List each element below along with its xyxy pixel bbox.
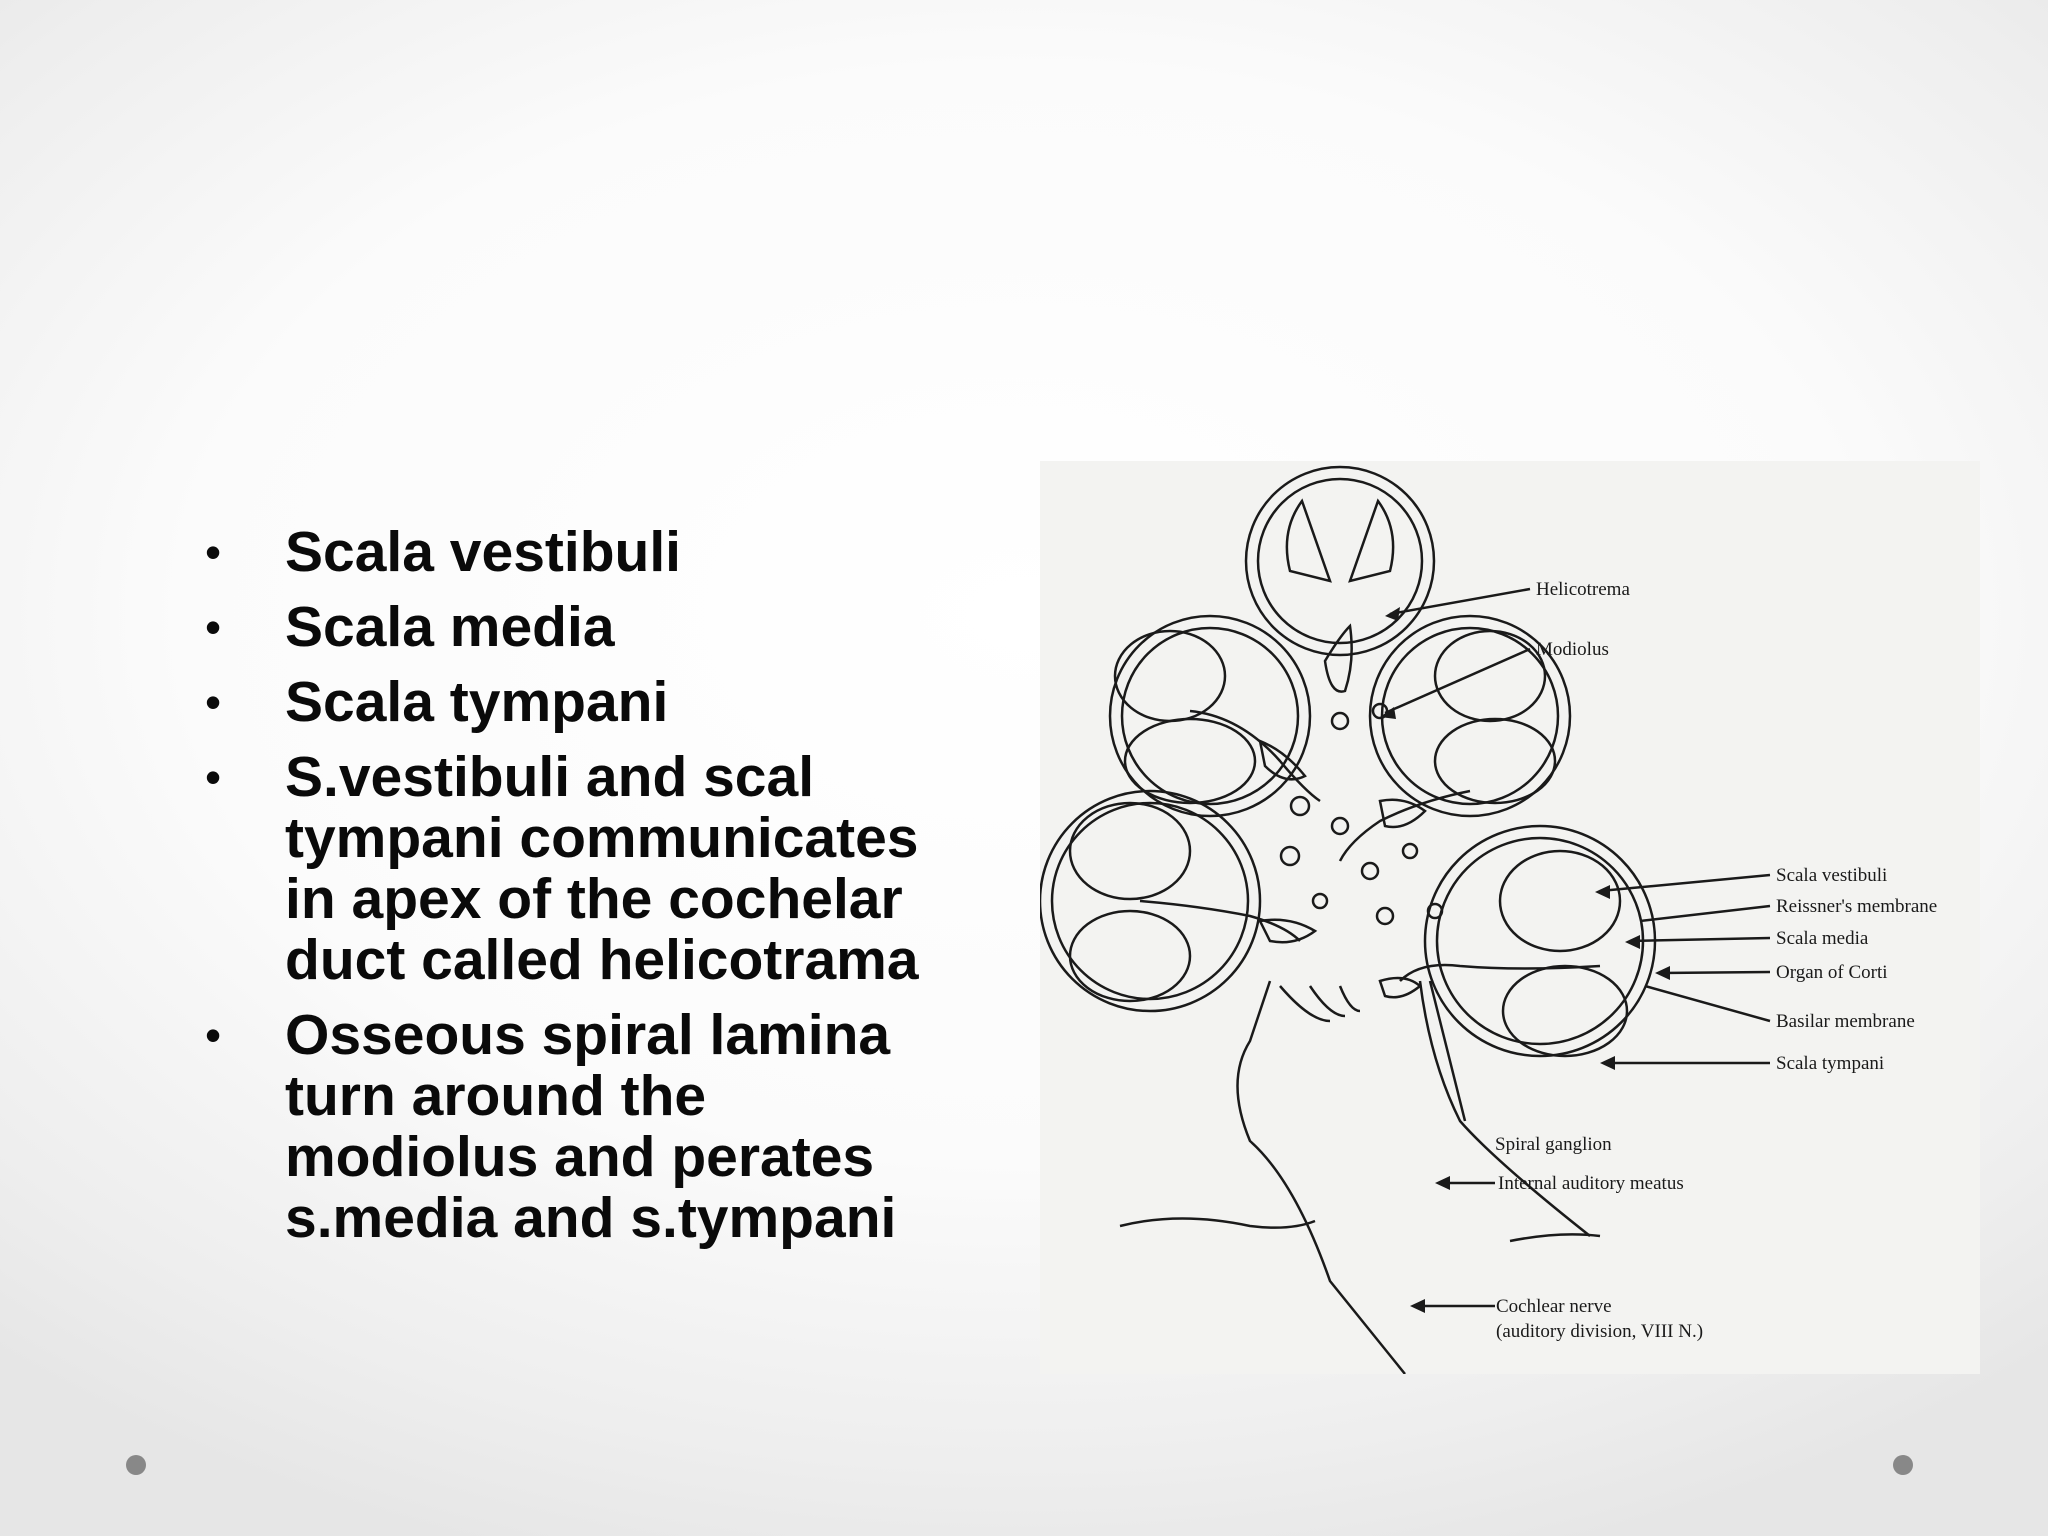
bullet-symbol: • xyxy=(205,751,222,803)
bullet-line: Scala media xyxy=(285,595,615,659)
bullet-line: S.vestibuli and scal xyxy=(285,745,815,809)
bullet-item xyxy=(205,672,1005,733)
bullet-line: duct called helicotrama xyxy=(285,928,919,992)
bullet-item xyxy=(205,747,1005,991)
nerve-bundle xyxy=(1332,713,1348,729)
basal-turn-right-outline xyxy=(1425,826,1655,1056)
arrow-icon xyxy=(1595,885,1610,899)
modiolus-left-wall xyxy=(1238,981,1406,1374)
leader-line xyxy=(1645,986,1770,1021)
apical-chamber-left xyxy=(1287,501,1330,581)
cochlea-diagram xyxy=(1040,461,1980,1374)
bullet-symbol: • xyxy=(205,1009,222,1061)
scala-chamber xyxy=(1435,719,1555,803)
bullet-item xyxy=(205,1005,1005,1249)
corner-dot-left xyxy=(126,1455,146,1475)
nerve-bundle xyxy=(1377,908,1393,924)
leader-line xyxy=(1630,938,1770,941)
nerve-bundle xyxy=(1332,818,1348,834)
nerve-bundle xyxy=(1291,797,1309,815)
leader-line xyxy=(1430,981,1465,1121)
label-cochlear-nerve: Cochlear nerve xyxy=(1496,1296,1612,1317)
scala-chamber xyxy=(1070,911,1190,1001)
scala-chamber xyxy=(1503,966,1627,1056)
corner-dot-right xyxy=(1893,1455,1913,1475)
bullet-line: Scala vestibuli xyxy=(285,520,682,584)
basal-turn-right-inner xyxy=(1437,838,1643,1044)
arrow-icon xyxy=(1655,966,1670,980)
scala-chamber xyxy=(1500,851,1620,951)
label-modiolus: Modiolus xyxy=(1536,639,1609,660)
label-cochlear-nerve-sub: (auditory division, VIII N.) xyxy=(1496,1321,1704,1342)
leader-line xyxy=(1385,649,1530,713)
bullet-item xyxy=(205,522,1005,583)
leader-line xyxy=(1660,972,1770,973)
apical-chamber-right xyxy=(1350,501,1393,581)
bullet-line: in apex of the cochelar xyxy=(285,867,903,931)
nerve-bundle xyxy=(1403,844,1417,858)
arrow-icon xyxy=(1385,607,1400,621)
bullet-line: Osseous spiral lamina xyxy=(285,1003,891,1067)
apical-turn-outline xyxy=(1246,467,1434,655)
arrow-icon xyxy=(1410,1299,1425,1313)
middle-turn-right-inner xyxy=(1382,628,1558,804)
bullet-symbol: • xyxy=(205,601,222,653)
label-reissners-membrane: Reissner's membrane xyxy=(1776,896,1938,917)
cochlea-cross-section-illustration xyxy=(1040,461,1980,1374)
temporal-bone-outline xyxy=(1120,1219,1315,1228)
label-helicotrema: Helicotrema xyxy=(1536,579,1630,600)
arrowheads xyxy=(1380,607,1670,1313)
temporal-bone-outline xyxy=(1510,1234,1600,1241)
label-scala-media: Scala media xyxy=(1776,928,1869,949)
bullet-line: Scala tympani xyxy=(285,670,669,734)
label-basilar-membrane: Basilar membrane xyxy=(1776,1011,1915,1032)
bullet-line: modiolus and perates xyxy=(285,1125,875,1189)
label-internal-auditory-meatus: Internal auditory meatus xyxy=(1498,1173,1684,1194)
spiral-ganglion-shape xyxy=(1325,626,1352,692)
bullet-item xyxy=(205,597,1005,658)
arrow-icon xyxy=(1435,1176,1450,1190)
bullet-symbol: • xyxy=(205,676,222,728)
scala-chamber xyxy=(1070,803,1190,899)
bullet-line: tympani communicates xyxy=(285,806,919,870)
label-spiral-ganglion: Spiral ganglion xyxy=(1495,1134,1612,1155)
scala-chamber xyxy=(1435,631,1545,721)
label-organ-of-corti: Organ of Corti xyxy=(1776,962,1888,983)
nerve-bundle xyxy=(1313,894,1327,908)
arrow-icon xyxy=(1600,1056,1615,1070)
nerve-bundle xyxy=(1281,847,1299,865)
bullet-list xyxy=(205,522,1005,1263)
label-scala-tympani: Scala tympani xyxy=(1776,1053,1885,1074)
leader-line xyxy=(1640,906,1770,921)
label-scala-vestibuli: Scala vestibuli xyxy=(1776,865,1888,886)
bullet-line: s.media and s.tympani xyxy=(285,1186,897,1250)
bullet-symbol: • xyxy=(205,526,222,578)
arrow-icon xyxy=(1625,935,1640,949)
nerve-fibers xyxy=(1280,986,1360,1021)
bullet-line: turn around the xyxy=(285,1064,707,1128)
nerve-bundle xyxy=(1362,863,1378,879)
